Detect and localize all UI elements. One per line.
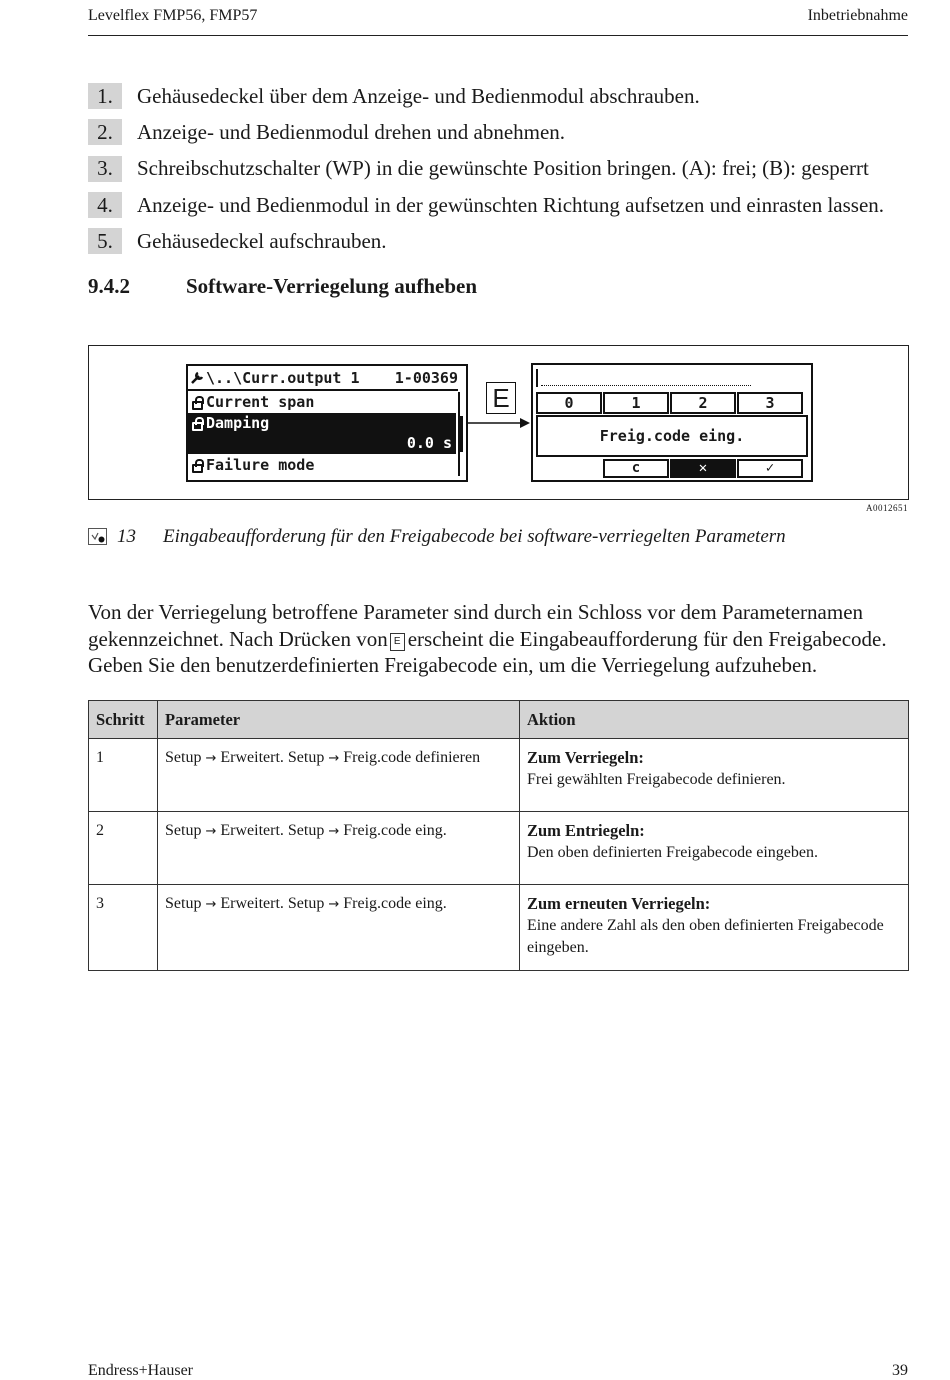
step-item [88, 114, 918, 150]
body-paragraph [88, 599, 918, 679]
paragraph-line: Geben Sie den benutzerdefinierten Freigabecode ein, um die Verriegelung aufzuheben. [88, 653, 818, 677]
header-product: Levelflex FMP56, FMP57 [88, 7, 258, 24]
entry-line [541, 385, 751, 386]
step-item [88, 187, 918, 223]
step-item [88, 223, 918, 259]
display-code-entry-screen [531, 363, 813, 482]
caption-number: 13 [117, 526, 136, 547]
display-item-damping: Damping [188, 413, 458, 433]
code-entry-message: Freig.code eing. [536, 415, 808, 457]
text-cursor [536, 369, 538, 387]
paragraph-line: gekennzeichnet. Nach Drücken von E erscheint die Eingabeaufforderung für den Freigabecode. [88, 626, 887, 651]
table-row [89, 812, 909, 885]
cell-action: Zum erneuten Verriegeln: Eine andere Zahl als den oben definierten Freigabecode eingeben. [520, 885, 909, 971]
step-item [88, 78, 918, 114]
step-number: 3. [88, 156, 122, 182]
step-text: Gehäusedeckel über dem Anzeige- und Bedienmodul abschrauben. [137, 83, 700, 108]
cell-step: 1 [89, 739, 158, 812]
cell-action: Zum Verriegeln: Frei gewählten Freigabecode definieren. [520, 739, 909, 812]
step-number: 2. [88, 119, 122, 145]
caption-text: Eingabeaufforderung für den Freigabecode bei software-verriegelten Parametern [163, 526, 786, 547]
step-text: Anzeige- und Bedienmodul in der gewünschten Richtung aufsetzen und einrasten lassen. [137, 192, 885, 217]
cell-step: 3 [89, 885, 158, 971]
table-row [89, 739, 909, 812]
cell-step: 2 [89, 812, 158, 885]
col-header-parameter: Parameter [158, 701, 520, 739]
digit-1: 1 [603, 392, 669, 414]
lock-icon [192, 401, 203, 410]
table-row [89, 885, 909, 971]
locking-steps-table [88, 700, 909, 971]
cell-parameter: Setup → Erweitert. Setup → Freig.code eing. [158, 812, 520, 885]
cell-parameter: Setup → Erweitert. Setup → Freig.code definieren [158, 739, 520, 812]
display-item-current-span: Current span [188, 392, 458, 412]
page-number: 39 [892, 1362, 908, 1379]
paragraph-line: Von der Verriegelung betroffene Parameter sind durch ein Schloss vor dem Parameternamen [88, 600, 864, 624]
display-menu-screen [186, 364, 468, 482]
e-key-icon: E [486, 382, 516, 414]
step-number: 5. [88, 228, 122, 254]
step-text: Gehäusedeckel aufschrauben. [137, 228, 387, 253]
header-divider [88, 35, 908, 36]
cell-parameter: Setup → Erweitert. Setup → Freig.code eing. [158, 885, 520, 971]
cancel-icon: ✕ [670, 459, 736, 478]
e-key-icon: E [390, 633, 405, 651]
section-title: Software-Verriegelung aufheben [186, 274, 478, 298]
clear-button: c [603, 459, 669, 478]
footer-company: Endress+Hauser [88, 1362, 193, 1379]
step-list [88, 78, 918, 259]
display-code: 1-00369 [394, 369, 458, 387]
display-scroll-thumb [458, 416, 463, 452]
display-damping-value: 0.0 s [406, 434, 452, 452]
digit-3: 3 [737, 392, 803, 414]
lock-icon [192, 464, 203, 473]
col-header-step: Schritt [89, 701, 158, 739]
confirm-icon: ✓ [737, 459, 803, 478]
step-text: Schreibschutzschalter (WP) in die gewünschte Position bringen. (A): frei; (B): gesperrt [137, 156, 869, 181]
figure-icon [88, 528, 107, 545]
lock-icon [192, 422, 203, 431]
step-text: Anzeige- und Bedienmodul drehen und abnehmen. [137, 119, 566, 144]
cell-action: Zum Entriegeln: Den oben definierten Freigabecode eingeben. [520, 812, 909, 885]
header-chapter: Inbetriebnahme [807, 7, 908, 24]
display-header-line [188, 389, 458, 391]
wrench-icon [190, 368, 206, 388]
table-header-row [89, 701, 909, 739]
display-item-failure-mode: Failure mode [188, 455, 458, 475]
step-number: 4. [88, 192, 122, 218]
digit-0: 0 [536, 392, 602, 414]
step-number: 1. [88, 83, 122, 109]
figure-image-id: A0012651 [866, 503, 908, 513]
digit-2: 2 [670, 392, 736, 414]
display-header-row [188, 368, 458, 388]
section-number: 9.4.2 [88, 274, 130, 298]
col-header-action: Aktion [520, 701, 909, 739]
display-path: \..\Curr.output 1 [206, 369, 360, 387]
step-item [88, 151, 918, 187]
arrow-right-icon [466, 415, 532, 431]
